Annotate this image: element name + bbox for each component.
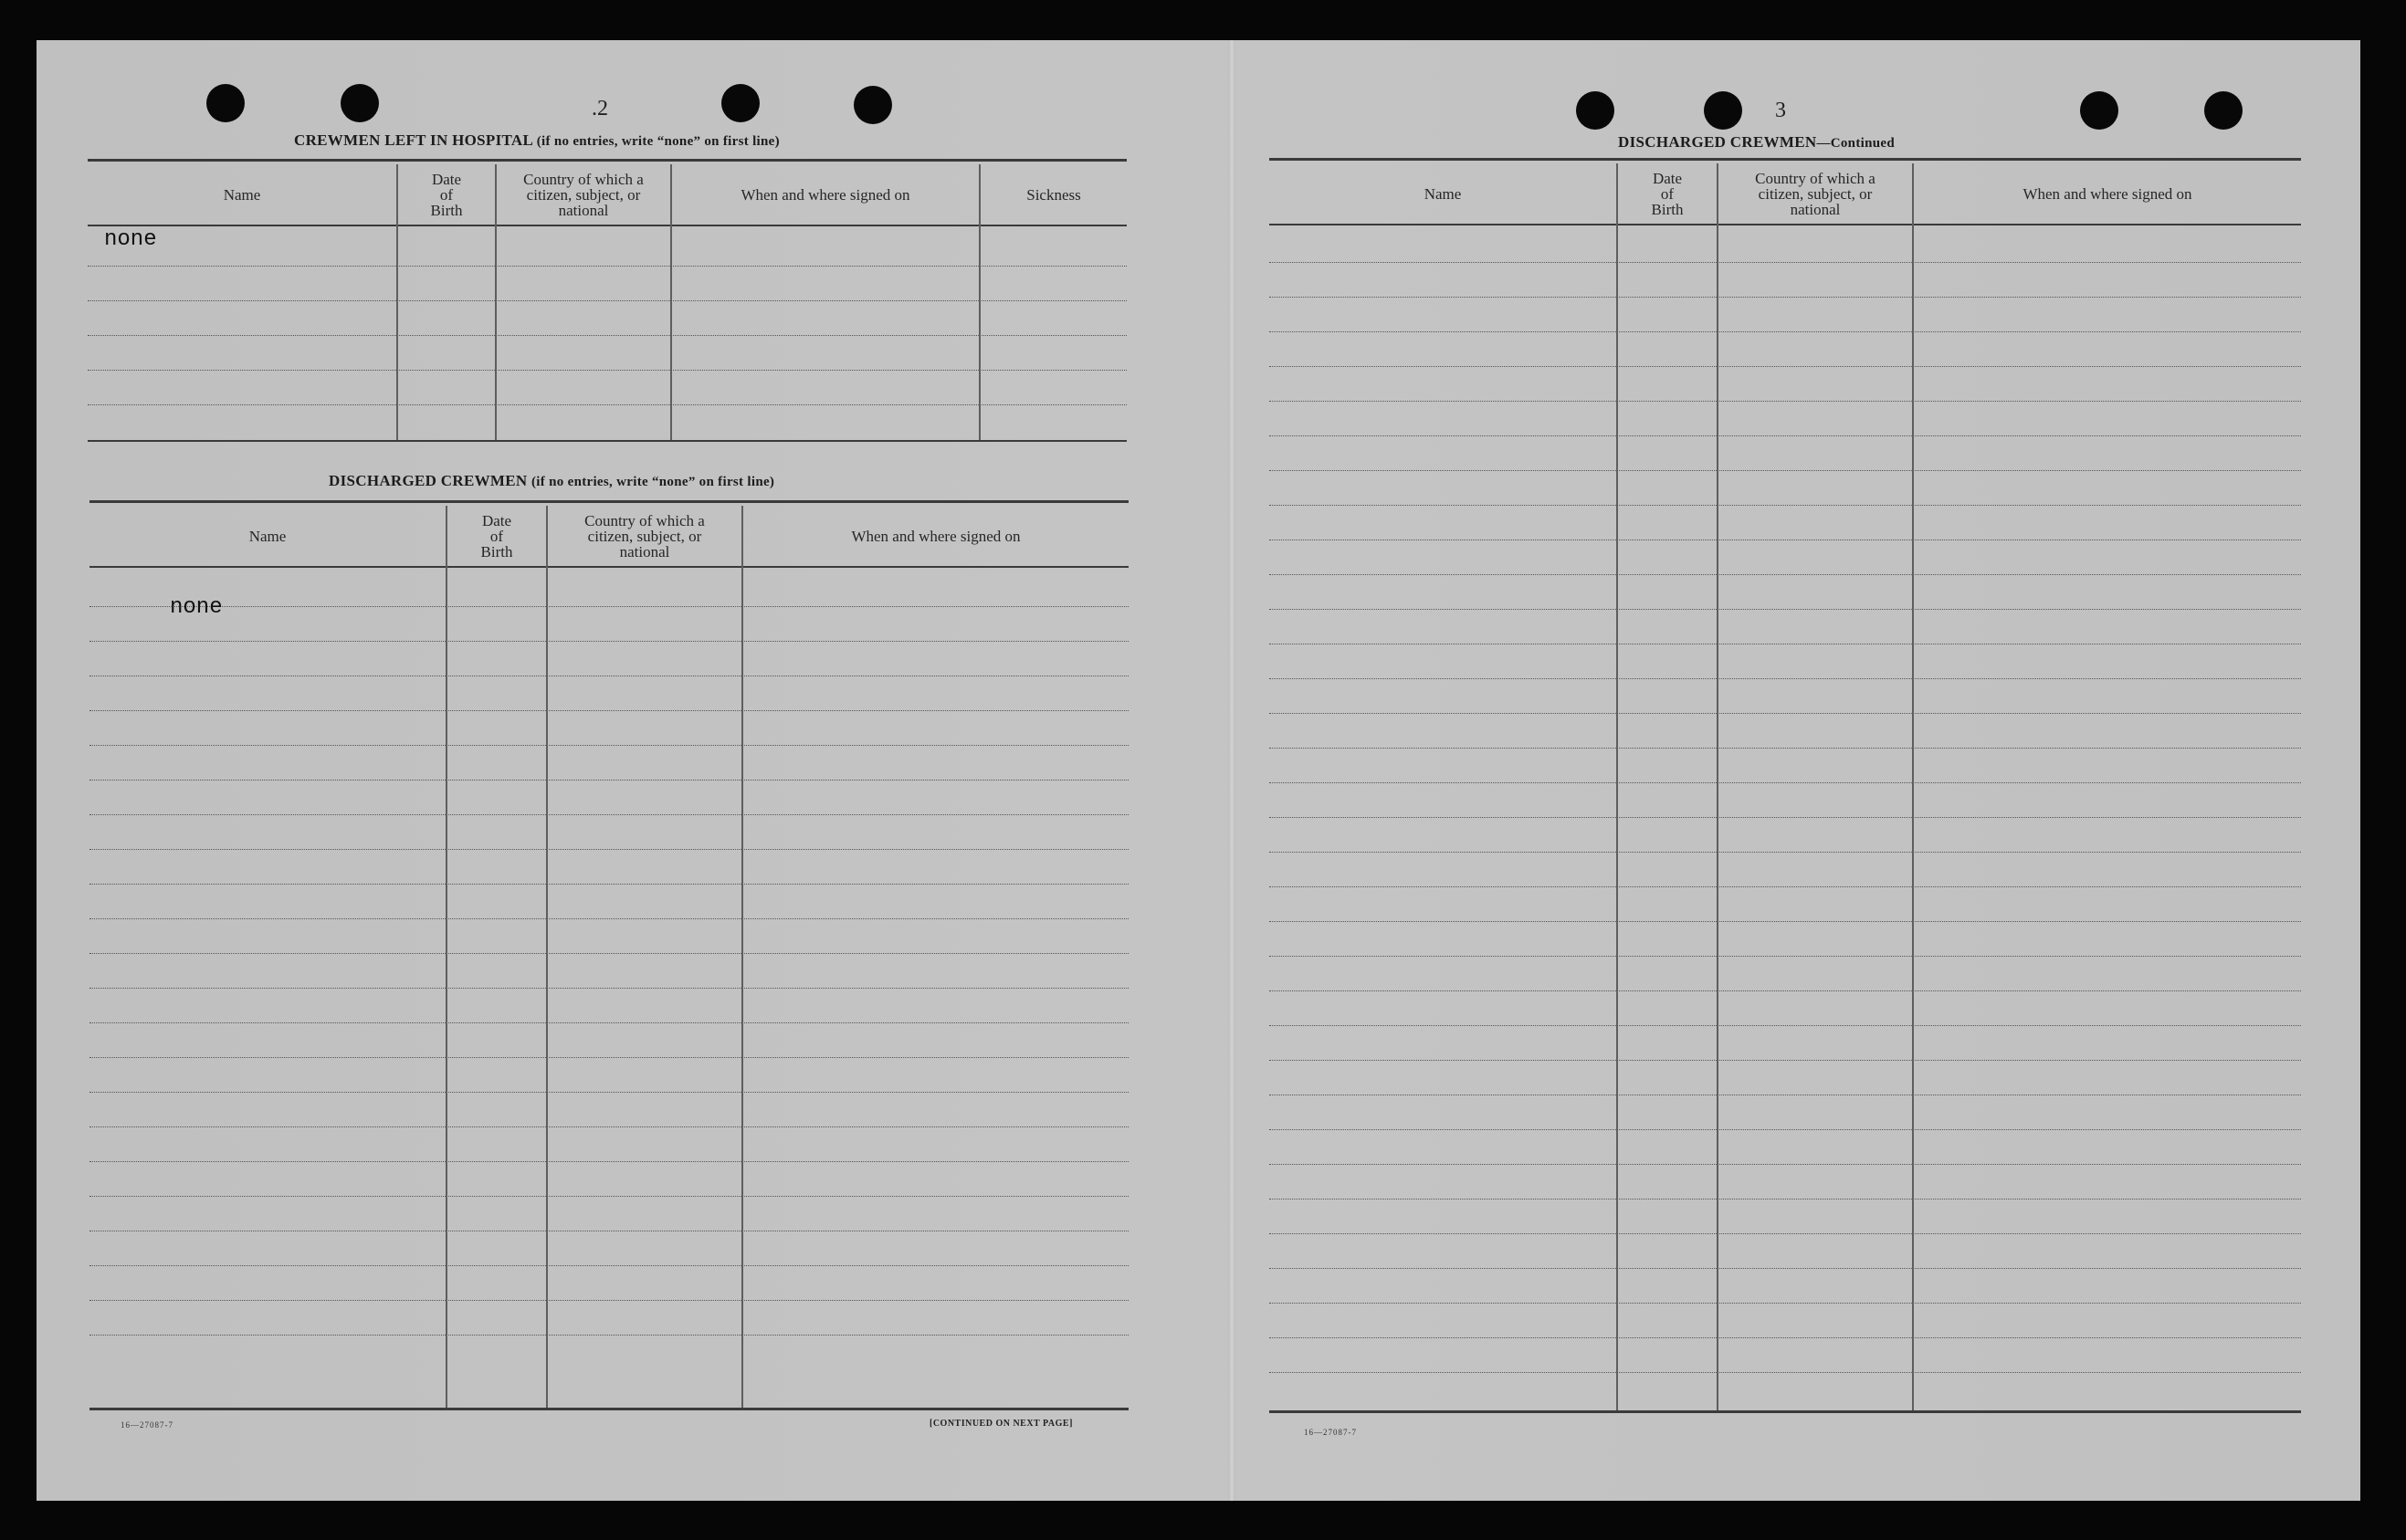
page-fold	[1228, 40, 1235, 1501]
table-row-line	[1269, 1199, 2301, 1200]
table-row-line	[89, 918, 1129, 919]
table-row-line	[1269, 262, 2301, 263]
discharged-entry: none	[170, 595, 223, 620]
column-divider	[741, 506, 743, 1408]
header-name: Name	[223, 185, 261, 204]
header-name: Name	[1424, 184, 1462, 203]
table-row-line	[89, 1300, 1129, 1301]
header-date-of-birth: Date of Birth	[1651, 169, 1684, 218]
punch-hole	[341, 84, 379, 122]
table-bottom-rule	[88, 440, 1127, 442]
table-row-line	[1269, 1372, 2301, 1373]
table-row-line	[1269, 1164, 2301, 1165]
header-date-of-birth: Date of Birth	[430, 170, 463, 219]
table-row-line	[1269, 1337, 2301, 1338]
table-row-line	[89, 1161, 1129, 1162]
table-bottom-rule	[1269, 1410, 2301, 1413]
table-row-line	[89, 953, 1129, 954]
continued-note: [CONTINUED ON NEXT PAGE]	[930, 1419, 1073, 1429]
hospital-table	[88, 159, 1127, 447]
punch-hole	[721, 84, 760, 122]
table-row-line	[1269, 713, 2301, 714]
column-divider	[1912, 163, 1914, 1410]
table-row-line	[1269, 470, 2301, 471]
discharged-title-text: DISCHARGED CREWMEN	[329, 472, 528, 489]
discharged-continued-title-text: DISCHARGED CREWMEN	[1618, 133, 1817, 151]
table-row-line	[88, 300, 1127, 301]
table-row-line	[89, 884, 1129, 885]
header-country: Country of which a citizen, subject, or national	[523, 170, 644, 219]
column-divider	[446, 506, 447, 1408]
header-country: Country of which a citizen, subject, or national	[584, 511, 705, 560]
header-country: Country of which a citizen, subject, or national	[1755, 169, 1875, 218]
hospital-entry: none	[104, 227, 157, 252]
discharged-continued-title	[1618, 133, 1895, 152]
header-name: Name	[248, 527, 287, 545]
table-row-line	[89, 814, 1129, 815]
column-divider	[1717, 163, 1718, 1410]
punch-hole	[2080, 91, 2118, 130]
table-row-line	[89, 606, 1129, 607]
table-row-line	[1269, 297, 2301, 298]
table-row-line	[1269, 956, 2301, 957]
table-header-rule	[1269, 224, 2301, 225]
table-row-line	[89, 988, 1129, 989]
table-row-line	[1269, 609, 2301, 610]
table-row-line	[1269, 1268, 2301, 1269]
table-row-line	[88, 266, 1127, 267]
header-signed-on: When and where signed on	[741, 185, 910, 204]
discharged-continued-suffix: —Continued	[1816, 136, 1895, 151]
discharged-table	[89, 500, 1129, 1413]
table-row-line	[88, 335, 1127, 336]
header-signed-on: When and where signed on	[851, 527, 1021, 545]
hospital-title-text: CREWMEN LEFT IN HOSPITAL	[294, 131, 533, 149]
table-row-line	[1269, 990, 2301, 991]
table-header-rule	[89, 566, 1129, 568]
header-sickness: Sickness	[1026, 185, 1081, 204]
table-row-line	[89, 849, 1129, 850]
table-header-rule	[88, 225, 1127, 226]
table-row-line	[1269, 748, 2301, 749]
table-row-line	[89, 1265, 1129, 1266]
punch-hole	[1576, 91, 1614, 130]
table-row-line	[1269, 435, 2301, 436]
discharged-title-note: (if no entries, write “none” on first line)	[531, 475, 775, 489]
column-divider	[546, 506, 548, 1408]
punch-hole	[206, 84, 245, 122]
punch-hole	[854, 86, 892, 124]
table-row-line	[1269, 1303, 2301, 1304]
left-page-number: .2	[592, 97, 608, 120]
table-row-line	[89, 1092, 1129, 1093]
table-top-rule	[89, 500, 1129, 503]
hospital-section-title	[294, 131, 780, 150]
discharged-section-title	[329, 472, 774, 490]
table-top-rule	[1269, 158, 2301, 161]
header-signed-on: When and where signed on	[2023, 184, 2192, 203]
punch-hole	[2204, 91, 2243, 130]
table-row-line	[1269, 1129, 2301, 1130]
table-row-line	[1269, 505, 2301, 506]
table-row-line	[89, 1126, 1129, 1127]
header-date-of-birth: Date of Birth	[480, 511, 513, 560]
hospital-title-note: (if no entries, write “none” on first line)	[536, 134, 780, 149]
column-divider	[1616, 163, 1618, 1410]
table-row-line	[1269, 1233, 2301, 1234]
table-row-line	[1269, 817, 2301, 818]
table-row-line	[88, 404, 1127, 405]
table-row-line	[89, 1335, 1129, 1336]
table-row-line	[1269, 1060, 2301, 1061]
table-row-line	[1269, 886, 2301, 887]
table-row-line	[1269, 921, 2301, 922]
discharged-continued-table	[1269, 158, 2301, 1418]
right-form-code: 16—27087-7	[1304, 1428, 1357, 1437]
table-row-line	[1269, 331, 2301, 332]
table-row-line	[1269, 401, 2301, 402]
table-row-line	[89, 1196, 1129, 1197]
table-row-line	[1269, 852, 2301, 853]
table-row-line	[1269, 782, 2301, 783]
table-row-line	[1269, 1025, 2301, 1026]
table-row-line	[89, 710, 1129, 711]
table-row-line	[88, 370, 1127, 371]
table-row-line	[1269, 678, 2301, 679]
left-form-code: 16—27087-7	[121, 1420, 173, 1430]
table-row-line	[1269, 574, 2301, 575]
table-row-line	[89, 1057, 1129, 1058]
right-page-number: 3	[1775, 99, 1786, 122]
table-top-rule	[88, 159, 1127, 162]
table-row-line	[89, 1022, 1129, 1023]
table-row-line	[1269, 366, 2301, 367]
punch-hole	[1704, 91, 1742, 130]
table-bottom-rule	[89, 1408, 1129, 1410]
table-row-line	[89, 641, 1129, 642]
table-row-line	[89, 745, 1129, 746]
